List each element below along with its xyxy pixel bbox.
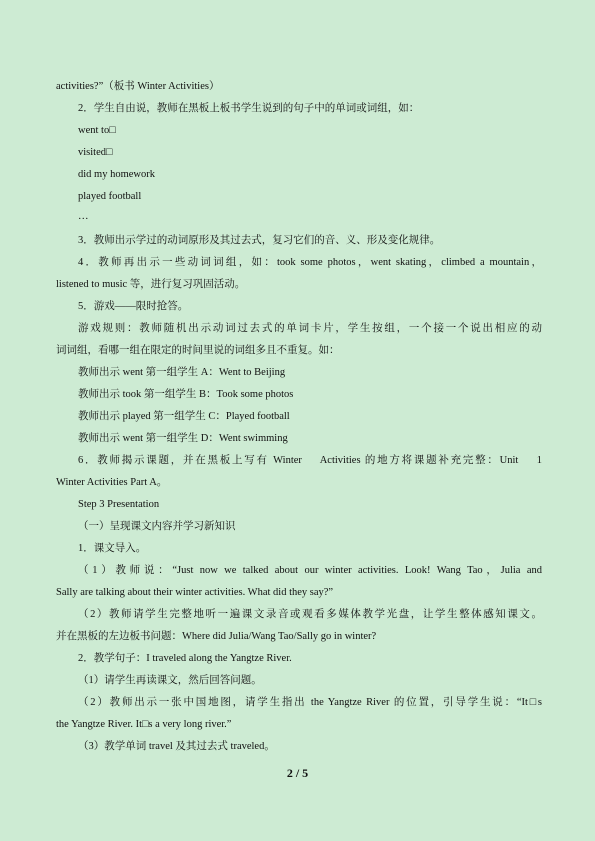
text-line: 6．教师揭示课题，并在黑板上写有 Winter Activities 的地方将课题补充完整：Unit 1 — [78, 455, 542, 466]
text-line: visited□ — [78, 147, 113, 158]
text-line: did my homework — [78, 169, 155, 180]
text-line: Step 3 Presentation — [78, 499, 160, 510]
text-line: 游戏规则：教师随机出示动词过去式的单词卡片，学生按组，一个接一个说出相应的动 — [78, 323, 542, 334]
text-line: （2）教师出示一张中国地图，请学生指出 the Yangtze River 的位置，引导学生说：“It□s — [78, 697, 542, 708]
text-line: （一）呈现课文内容并学习新知识 — [78, 521, 236, 532]
text-line: listened to music 等，进行复习巩固活动。 — [56, 279, 246, 290]
text-line: went to□ — [78, 125, 116, 136]
text-line: （1）教师说：“Just now we talked about our winter activities. Look! Wang Tao，Julia and — [78, 565, 542, 576]
text-line: （3）教学单词 travel 及其过去式 traveled。 — [78, 741, 275, 752]
text-line: 5．游戏——限时抢答。 — [78, 301, 189, 312]
text-line: 并在黑板的左边板书问题：Where did Julia/Wang Tao/Sally go in winter? — [56, 631, 377, 642]
text-line: 教师出示 went 第一组学生 A：Went to Beijing — [78, 367, 286, 378]
text-line: Winter Activities Part A。 — [56, 477, 168, 488]
text-line: the Yangtze River. It□s a very long river.” — [56, 719, 232, 730]
text-line: 1．课文导入。 — [78, 543, 147, 554]
text-line: （1）请学生再读课文，然后回答问题。 — [78, 675, 262, 686]
text-line: 4．教师再出示一些动词词组，如：took some photos，went skating，climbed a mountain， — [78, 257, 542, 268]
text-line: 3．教师出示学过的动词原形及其过去式，复习它们的音、义、形及变化规律。 — [78, 235, 441, 246]
text-line: 教师出示 took 第一组学生 B：Took some photos — [78, 389, 294, 400]
text-line: （2）教师请学生完整地听一遍课文录音或观看多媒体教学光盘，让学生整体感知课文。 — [78, 609, 542, 620]
text-line: 教师出示 played 第一组学生 C：Played football — [78, 411, 290, 422]
text-line: activities?”（板书 Winter Activities） — [56, 81, 220, 92]
text-line: 2．学生自由说，教师在黑板上板书学生说到的句子中的单词或词组，如： — [78, 103, 420, 114]
text-line: … — [78, 211, 89, 222]
text-line: played football — [78, 191, 142, 202]
text-line: Sally are talking about their winter activities. What did they say?” — [56, 587, 334, 598]
text-line: 教师出示 went 第一组学生 D：Went swimming — [78, 433, 288, 444]
text-line: 词词组，看哪一组在限定的时间里说的词组多且不重复。如： — [56, 345, 340, 356]
text-line: 2．教学句子：I traveled along the Yangtze River. — [78, 653, 292, 664]
page-number: 2 / 5 — [286, 766, 309, 780]
